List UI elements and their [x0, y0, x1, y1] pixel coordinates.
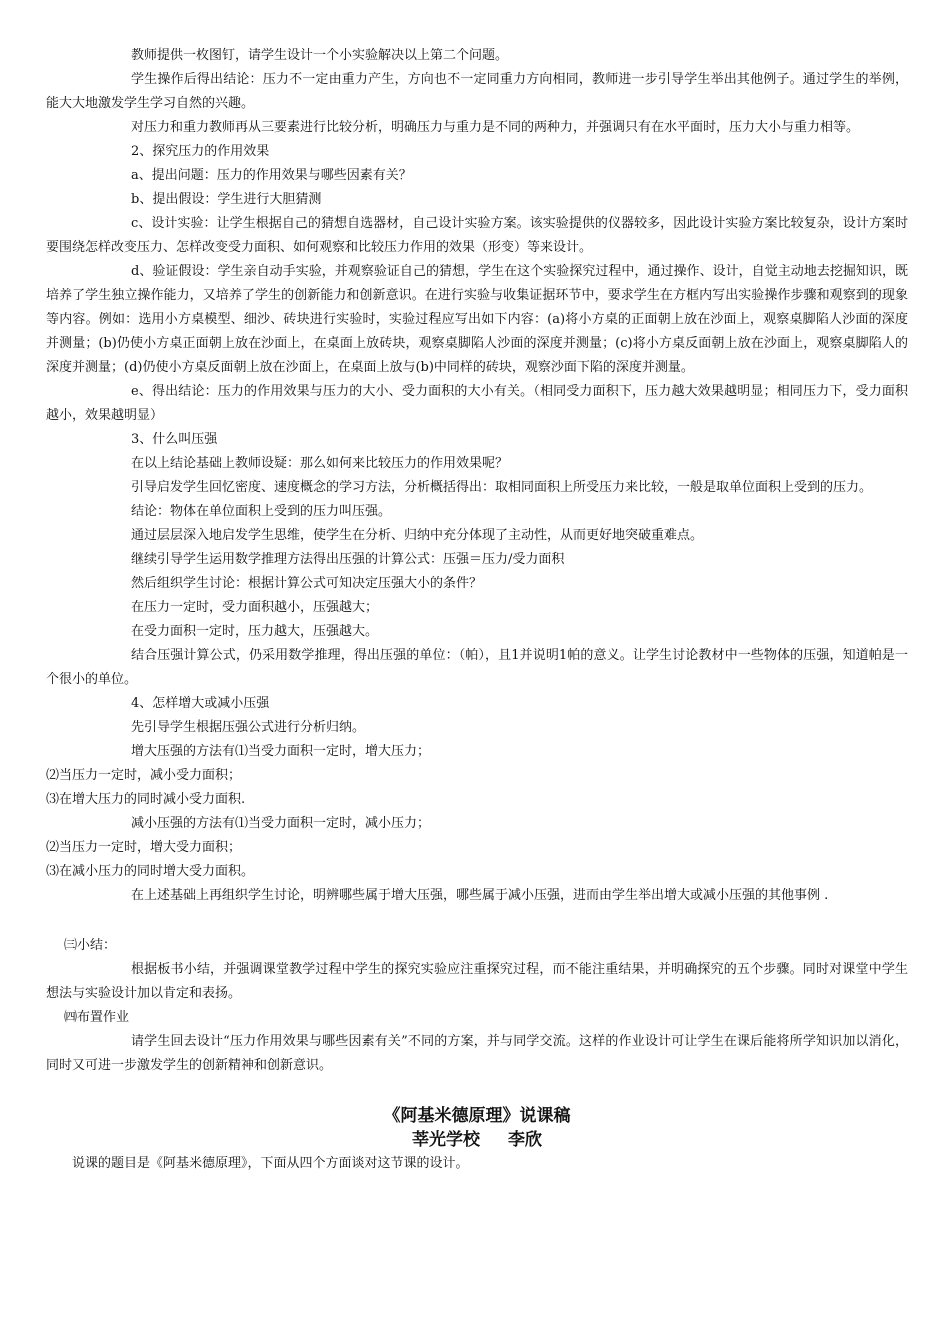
paragraph: 在上述基础上再组织学生讨论，明辨哪些属于增大压强，哪些属于减小压强，进而由学生举出增大或减小压强的其他事例 .: [131, 888, 829, 903]
paragraph: b、提出假设：学生进行大胆猜测: [131, 192, 322, 207]
list-item: ⑵当压力一定时，增大受力面积；: [46, 840, 242, 855]
section-heading: 3、什么叫压强: [131, 432, 218, 447]
author-line: [46, 1128, 908, 1152]
list-item: ⑶在减小压力的同时增大受力面积。: [46, 864, 255, 879]
section-heading: ㈣布置作业: [64, 1010, 130, 1025]
paragraph: 结合压强计算公式，仍采用数学推理，得出压强的单位：（帕），且1并说明1帕的意义。让学生讨论教材中一些物体的压强，知道帕是一个很小的单位。: [46, 648, 908, 687]
section-heading: 2、探究压力的作用效果: [131, 144, 270, 159]
paragraph: 然后组织学生讨论：根据计算公式可知决定压强大小的条件？: [131, 576, 483, 591]
paragraph: 请学生回去设计“压力作用效果与哪些因素有关”不同的方案，并与同学交流。这样的作业设计可让学生在课后能将所学知识加以消化，同时又可进一步激发学生的创新精神和创新意识。: [46, 1034, 908, 1073]
author-name: 李欣: [508, 1130, 542, 1150]
paragraph: 先引导学生根据压强公式进行分析归纳。: [131, 720, 366, 735]
list-item: 减小压强的方法有⑴当受力面积一定时，减小压力；: [131, 816, 431, 831]
paragraph: c、设计实验：让学生根据自己的猜想自选器材，自己设计实验方案。该实验提供的仪器较多，因此设计实验方案比较复杂，设计方案时要围绕怎样改变压力、怎样改变受力面积、如何观察和比较压力作用的效果（形变）等来设计。: [46, 216, 908, 255]
paragraph: d、验证假设：学生亲自动手实验，并观察验证自己的猜想，学生在这个实验探究过程中，通过操作、设计，自觉主动地去挖掘知识，既培养了学生独立操作能力，又培养了学生的创新能力和创新意识。在进行实验与收集证据环节中，要求学生在方框内写出实验操作步骤和观察到的现象等内容。例如：选用小方桌模型、细沙、砖块进行实验时，实验过程应写出如下内容：(a)将小方桌的正面朝上放在沙面上，观察桌脚陷人沙面的深度并测量；(b)仍使小方桌正面朝上放在沙面上，在桌面上放砖块，观察桌脚陷人沙面的深度并测量；(c)将小方桌反面朝上放在沙面上，观察桌脚陷人的深度并测量；(d)仍使小方桌反面朝上放在沙面上，在桌面上放与(b)中同样的砖块，观察沙面下陷的深度并测量。: [46, 264, 908, 375]
paragraph: e、得出结论：压力的作用效果与压力的大小、受力面积的大小有关。（相同受力面积下，压力越大效果越明显；相同压力下，受力面积越小，效果越明显）: [46, 384, 908, 423]
paragraph: 根据板书小结，并强调课堂教学过程中学生的探究实验应注重探究过程，而不能注重结果，并明确探究的五个步骤。同时对课堂中学生想法与实验设计加以肯定和表扬。: [46, 962, 908, 1001]
intro-paragraph: 说课的题目是《阿基米德原理》，下面从四个方面谈对这节课的设计。: [72, 1156, 469, 1171]
section-heading: 4、怎样增大或减小压强: [131, 696, 270, 711]
paragraph: 结论：物体在单位面积上受到的压力叫压强。: [131, 504, 392, 519]
document-title: 《阿基米德原理》说课稿: [383, 1106, 571, 1126]
paragraph: 在受力面积一定时，压力越大，压强越大。: [131, 624, 379, 639]
school-name: 莘光学校: [412, 1130, 480, 1150]
document-page: [46, 44, 908, 1176]
paragraph: 继续引导学生运用数学推理方法得出压强的计算公式：压强＝压力/受力面积: [131, 552, 565, 567]
spacer: [46, 1078, 908, 1104]
list-item: 增大压强的方法有⑴当受力面积一定时，增大压力；: [131, 744, 431, 759]
paragraph: 教师提供一枚图钉，请学生设计一个小实验解决以上第二个问题。: [131, 48, 509, 63]
paragraph: 引导启发学生回忆密度、速度概念的学习方法，分析概括得出：取相同面积上所受压力来比较，一般是取单位面积上受到的压力。: [131, 480, 873, 495]
paragraph: 通过层层深入地启发学生思维，使学生在分析、归纳中充分体现了主动性，从而更好地突破重难点。: [131, 528, 704, 543]
section-heading: ㈢小结：: [64, 938, 117, 953]
paragraph: 学生操作后得出结论：压力不一定由重力产生，方向也不一定同重力方向相同，教师进一步引导学生举出其他例子。通过学生的举例，能大大地激发学生学习自然的兴趣。: [46, 72, 908, 111]
list-item: ⑶在增大压力的同时减小受力面积.: [46, 792, 246, 807]
paragraph: 在压力一定时，受力面积越小，压强越大；: [131, 600, 379, 615]
spacer: [46, 908, 908, 934]
list-item: ⑵当压力一定时，减小受力面积；: [46, 768, 242, 783]
paragraph: a、提出问题：压力的作用效果与哪些因素有关？: [131, 168, 412, 183]
paragraph: 对压力和重力教师再从三要素进行比较分析，明确压力与重力是不同的两种力，并强调只有在水平面时，压力大小与重力相等。: [131, 120, 860, 135]
paragraph: 在以上结论基础上教师设疑：那么如何来比较压力的作用效果呢？: [131, 456, 509, 471]
